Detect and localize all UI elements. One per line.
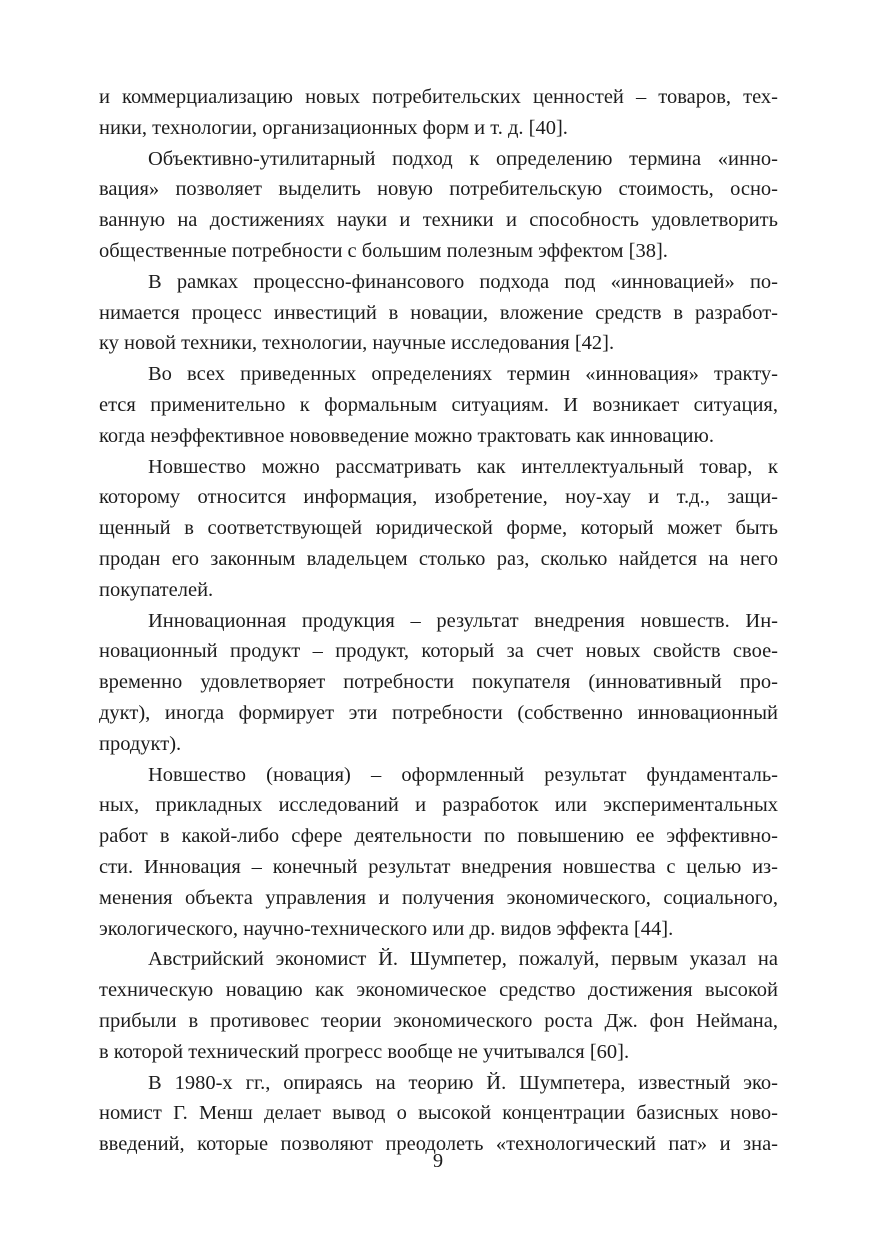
text-line: вация» позволяет выделить новую потребительскую стоимость, осно- [99, 178, 778, 201]
paragraph-6 [99, 606, 778, 760]
paragraph-7 [99, 760, 778, 945]
text-line: в которой технический прогресс вообще не учитывался [60]. [99, 1040, 630, 1063]
text-line: Объективно-утилитарный подход к определению термина «инно- [148, 147, 778, 170]
text-line: менения объекта управления и получения экономического, социального, [99, 886, 778, 909]
paragraph-4 [99, 359, 778, 451]
text-line: продан его законным владельцем столько раз, сколько найдется на него [99, 547, 778, 570]
paragraph-1 [99, 82, 778, 144]
text-line: общественные потребности с большим полезным эффектом [38]. [99, 239, 668, 262]
text-line: новационный продукт – продукт, который за счет новых свойств свое- [99, 640, 778, 663]
text-line: временно удовлетворяет потребности покупателя (инновативный про- [99, 671, 778, 694]
text-line: продукт). [99, 732, 182, 755]
text-line: ку новой техники, технологии, научные исследования [42]. [99, 332, 615, 355]
text-line: работ в какой-либо сфере деятельности по повышению ее эффективно- [99, 825, 778, 848]
text-line: Новшество (новация) – оформленный результат фундаменталь- [148, 763, 778, 786]
paragraph-5 [99, 452, 778, 606]
body-text [99, 82, 778, 1160]
text-line: ники, технологии, организационных форм и т. д. [40]. [99, 116, 568, 139]
text-line: В 1980-х гг., опираясь на теорию Й. Шумпетера, известный эко- [148, 1071, 778, 1094]
text-line: ных, прикладных исследований и разработок или экспериментальных [99, 794, 778, 817]
text-line: щенный в соответствующей юридической форме, который может быть [99, 517, 778, 540]
text-line: прибыли в противовес теории экономического роста Дж. фон Неймана, [99, 1009, 778, 1032]
paragraph-3 [99, 267, 778, 359]
text-line: Во всех приведенных определениях термин «инновация» тракту- [148, 363, 778, 386]
text-line: покупателей. [99, 578, 214, 601]
text-line: нимается процесс инвестиций в новации, вложение средств в разработ- [99, 301, 778, 324]
text-line: когда неэффективное нововведение можно трактовать как инновацию. [99, 424, 714, 447]
text-line: и коммерциализацию новых потребительских ценностей – товаров, тех- [99, 86, 778, 108]
text-line: В рамках процессно-финансового подхода под «инновацией» по- [148, 270, 778, 293]
paragraph-2 [99, 144, 778, 267]
text-line: ется применительно к формальным ситуациям. И возникает ситуация, [99, 393, 778, 416]
text-line: экологического, научно-технического или др. видов эффекта [44]. [99, 917, 674, 940]
text-line: номист Г. Менш делает вывод о высокой концентрации базисных ново- [99, 1102, 778, 1125]
text-line: ванную на достижениях науки и техники и способность удовлетворить [99, 209, 778, 232]
page-number: 9 [432, 1150, 444, 1172]
text-line: введений, которые позволяют преодолеть «технологический пат» и зна- [99, 1133, 778, 1156]
text-line: которому относится информация, изобретение, ноу-хау и т.д., защи- [99, 486, 778, 509]
text-line: дукт), иногда формирует эти потребности (собственно инновационный [99, 701, 778, 724]
text-line: Австрийский экономист Й. Шумпетер, пожалуй, первым указал на [148, 948, 778, 971]
text-line: техническую новацию как экономическое средство достижения высокой [99, 979, 778, 1002]
text-line: Новшество можно рассматривать как интеллектуальный товар, к [148, 455, 778, 478]
paragraph-8 [99, 944, 778, 1067]
text-line: сти. Инновация – конечный результат внедрения новшества с целью из- [99, 855, 778, 878]
text-line: Инновационная продукция – результат внедрения новшеств. Ин- [148, 609, 778, 632]
